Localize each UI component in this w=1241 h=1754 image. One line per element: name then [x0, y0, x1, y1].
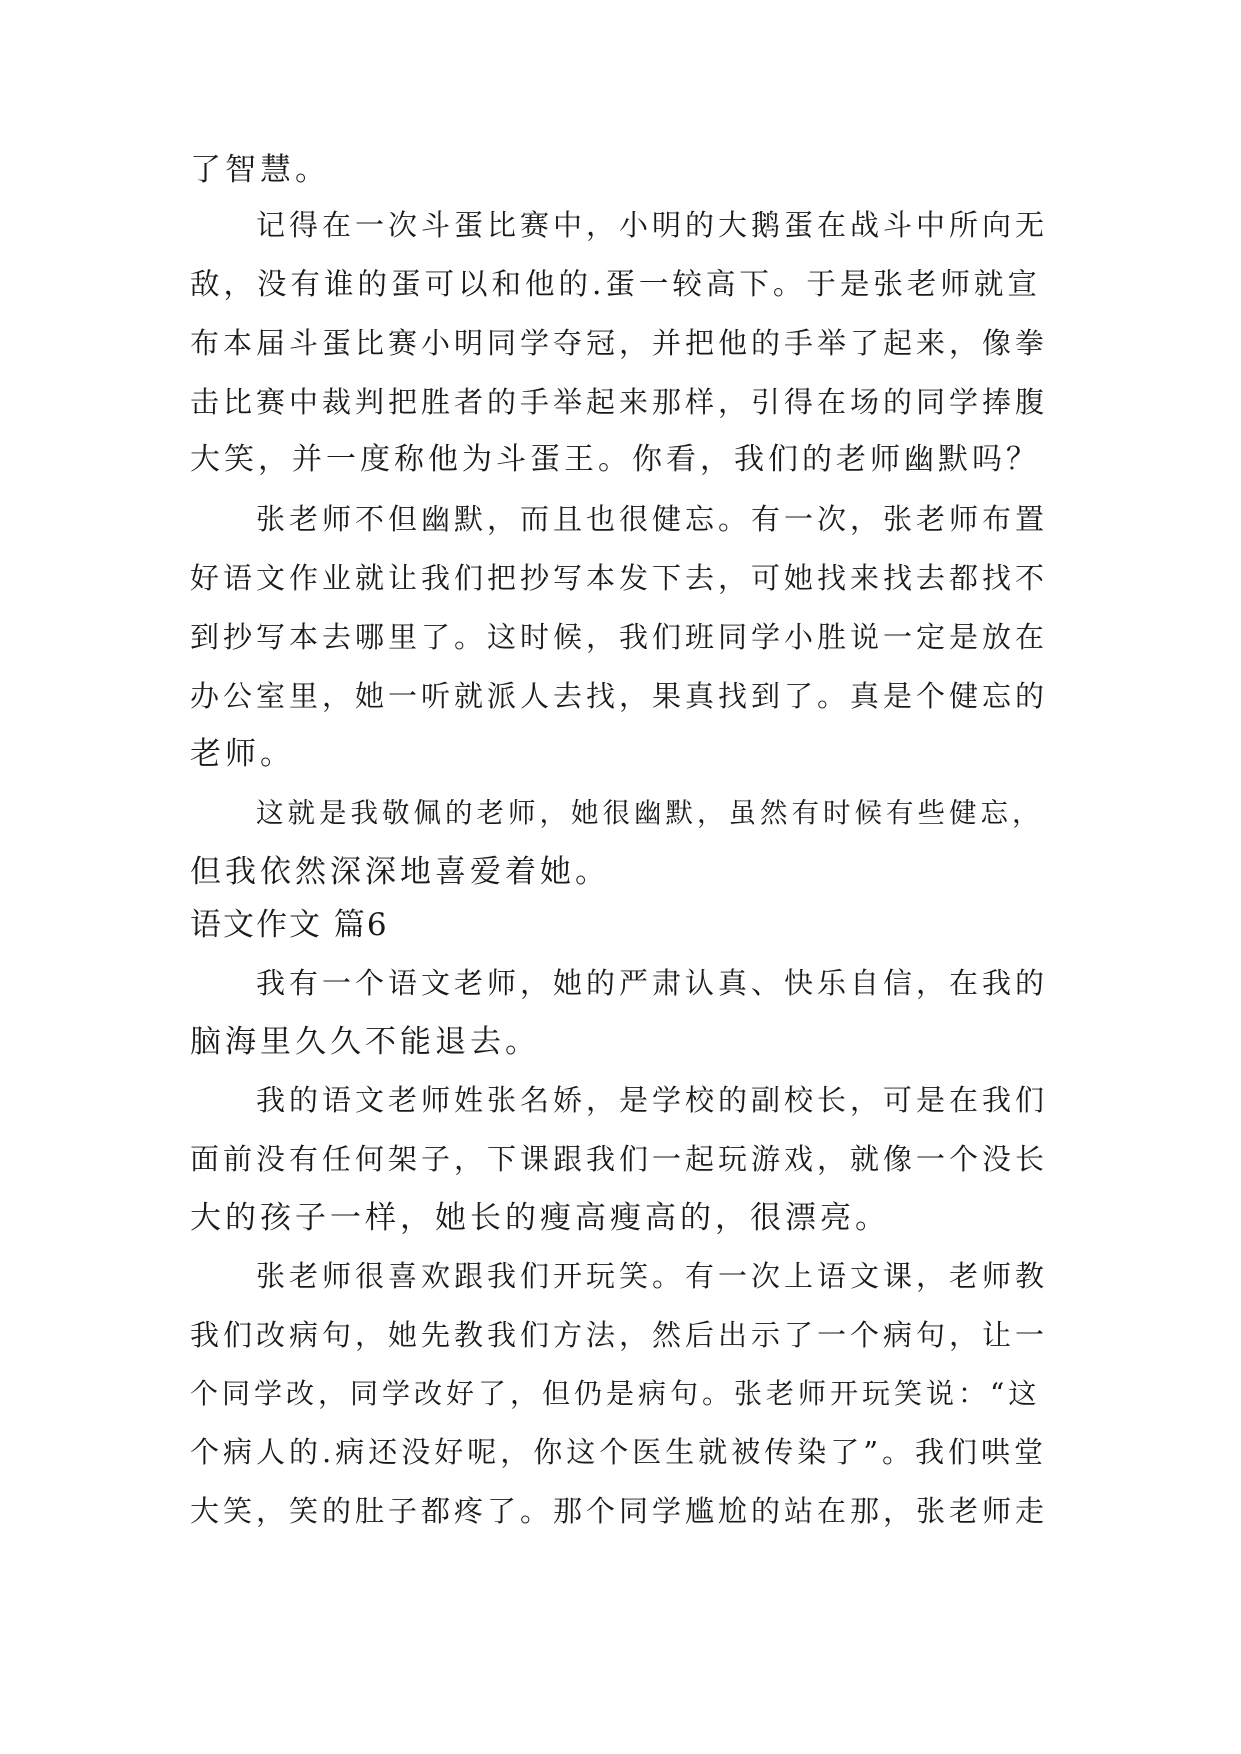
text-line: 到抄写本去哪里了。这时候，我们班同学小胜说一定是放在: [190, 620, 1049, 654]
text-line: 我有一个语文老师，她的严肃认真、快乐自信，在我的: [256, 966, 1049, 1000]
text-line: 脑海里久久不能退去。: [190, 1024, 540, 1060]
text-line: 个病人的.病还没好呢，你这个医生就被传染了”。我们哄堂: [190, 1435, 1048, 1469]
text-line: 我的语文老师姓张名娇，是学校的副校长，可是在我们: [256, 1083, 1049, 1117]
text-line: 张老师不但幽默，而且也很健忘。有一次，张老师布置: [256, 502, 1049, 536]
text-line: 布本届斗蛋比赛小明同学夺冠，并把他的手举了起来，像拳: [190, 326, 1049, 360]
text-line: 大的孩子一样，她长的瘦高瘦高的，很漂亮。: [190, 1200, 890, 1236]
text-line: 我们改病句，她先教我们方法，然后出示了一个病句，让一: [190, 1318, 1049, 1352]
text-line: 敌，没有谁的蛋可以和他的.蛋一较高下。于是张老师就宣: [190, 267, 1041, 301]
text-line: 大笑，笑的肚子都疼了。那个同学尴尬的站在那，张老师走: [190, 1494, 1049, 1528]
text-line: 了智慧。: [190, 152, 330, 188]
text-line: 这就是我敬佩的老师，她很幽默，虽然有时候有些健忘，: [256, 797, 1044, 829]
text-line: 但我依然深深地喜爱着她。: [190, 854, 610, 890]
text-line: 击比赛中裁判把胜者的手举起来那样，引得在场的同学捧腹: [190, 385, 1049, 419]
text-line: 老师。: [190, 736, 295, 772]
text-line: 办公室里，她一听就派人去找，果真找到了。真是个健忘的: [190, 679, 1049, 713]
text-line: 面前没有任何架子，下课跟我们一起玩游戏，就像一个没长: [190, 1142, 1049, 1176]
text-line: 记得在一次斗蛋比赛中，小明的大鹅蛋在战斗中所向无: [256, 208, 1049, 242]
section-heading: 语文作文 篇6: [190, 907, 389, 943]
text-line: 张老师很喜欢跟我们开玩笑。有一次上语文课，老师教: [256, 1259, 1049, 1293]
text-line: 大笑，并一度称他为斗蛋王。你看，我们的老师幽默吗？: [190, 442, 1040, 477]
text-line: 个同学改，同学改好了，但仍是病句。张老师开玩笑说：“这: [190, 1377, 1041, 1410]
text-line: 好语文作业就让我们把抄写本发下去，可她找来找去都找不: [190, 561, 1049, 595]
